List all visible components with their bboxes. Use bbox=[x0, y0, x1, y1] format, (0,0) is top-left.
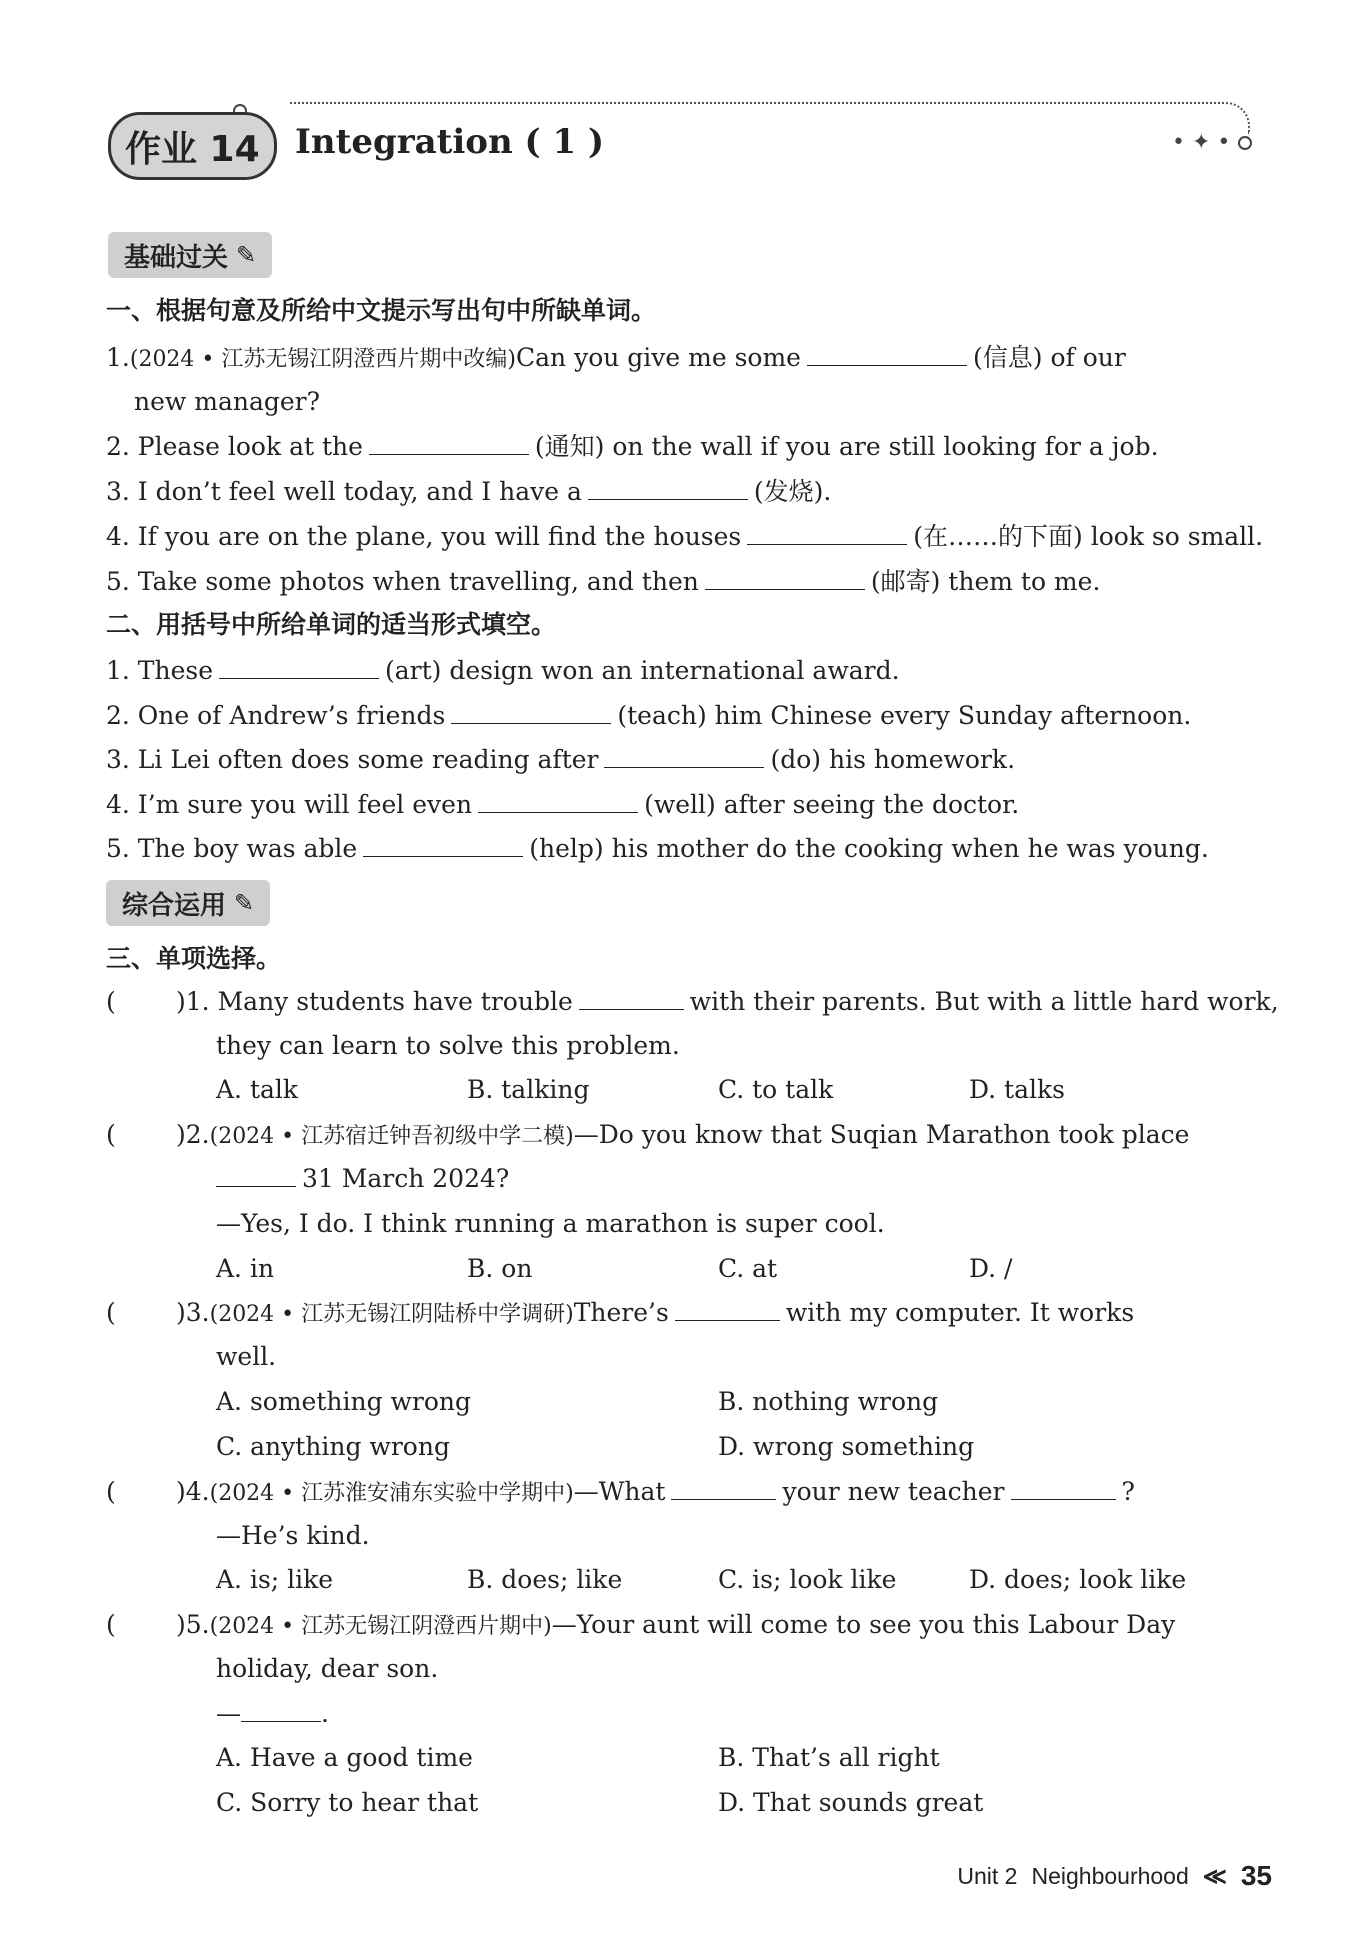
part2-q4: 4. I’m sure you will feel even (well) after seeing the doctor. bbox=[106, 790, 1020, 819]
mc-q2-reply: —Yes, I do. I think running a marathon is super cool. bbox=[216, 1209, 885, 1238]
part2-q2: 2. One of Andrew’s friends (teach) him Chinese every Sunday afternoon. bbox=[106, 701, 1192, 730]
answer-blank[interactable] bbox=[1011, 1475, 1116, 1500]
part1-q1-cont: new manager? bbox=[134, 387, 321, 416]
answer-blank[interactable] bbox=[671, 1475, 776, 1500]
part2-title: 二、用括号中所给单词的适当形式填空。 bbox=[106, 610, 557, 639]
option-d[interactable]: D. wrong something bbox=[718, 1432, 975, 1461]
answer-blank[interactable] bbox=[478, 788, 638, 813]
part1-q5: 5. Take some photos when travelling, and then (邮寄) them to me. bbox=[106, 567, 1101, 596]
option-a[interactable]: A. something wrong bbox=[216, 1387, 472, 1416]
option-d[interactable]: D. / bbox=[969, 1254, 1013, 1283]
answer-paren[interactable]: ( bbox=[106, 1477, 116, 1506]
mc-q2: )2.(2024 • 江苏宿迁钟吾初级中学二模)—Do you know that Suqian Marathon took place bbox=[176, 1120, 1190, 1149]
answer-blank[interactable] bbox=[219, 654, 379, 679]
answer-paren[interactable]: ( bbox=[106, 1298, 116, 1327]
mc-q1-cont: they can learn to solve this problem. bbox=[216, 1031, 680, 1060]
mc-q3-cont: well. bbox=[216, 1342, 277, 1371]
assignment-badge: 作业 14 bbox=[108, 112, 277, 180]
mc-q1: )1. Many students have trouble with their parents. But with a little hard work, bbox=[176, 987, 1279, 1016]
section-tag-label: 综合运用 bbox=[122, 890, 227, 921]
answer-blank[interactable] bbox=[675, 1296, 780, 1321]
answer-blank[interactable] bbox=[241, 1697, 321, 1722]
pencil-icon: ✎ bbox=[234, 889, 255, 917]
part1-q2: 2. Please look at the (通知) on the wall if you are still looking for a job. bbox=[106, 432, 1159, 461]
footer-unit: Unit 2 bbox=[957, 1862, 1018, 1889]
part1-title: 一、根据句意及所给中文提示写出句中所缺单词。 bbox=[106, 296, 657, 325]
double-chevron-left-icon: ≪ bbox=[1202, 1862, 1227, 1889]
mc-q4: )4.(2024 • 江苏淮安浦东实验中学期中)—What your new teacher ? bbox=[176, 1477, 1135, 1506]
mc-q5-cont: holiday, dear son. bbox=[216, 1654, 439, 1683]
option-c[interactable]: C. is; look like bbox=[718, 1565, 897, 1594]
part1-q1: 1.(2024 • 江苏无锡江阴澄西片期中改编)Can you give me some (信息) of our bbox=[106, 343, 1126, 372]
mc-q3: )3.(2024 • 江苏无锡江阴陆桥中学调研)There’s with my computer. It works bbox=[176, 1298, 1135, 1327]
option-d[interactable]: D. talks bbox=[969, 1075, 1065, 1104]
section-tag-basics bbox=[108, 232, 272, 278]
option-c[interactable]: C. Sorry to hear that bbox=[216, 1788, 479, 1817]
mc-q2-cont: 31 March 2024? bbox=[216, 1162, 509, 1196]
ring-icon bbox=[1238, 136, 1252, 150]
footer-unit-name: Neighbourhood bbox=[1031, 1862, 1189, 1889]
section-tag-label: 基础过关 bbox=[124, 242, 229, 273]
answer-blank[interactable] bbox=[363, 832, 523, 857]
part1-q3: 3. I don’t feel well today, and I have a (发烧). bbox=[106, 477, 832, 506]
answer-blank[interactable] bbox=[451, 699, 611, 724]
option-a[interactable]: A. talk bbox=[216, 1075, 299, 1104]
part3-title: 三、单项选择。 bbox=[106, 944, 282, 973]
section-tag-application bbox=[106, 880, 270, 926]
mc-q4-reply: —He’s kind. bbox=[216, 1521, 370, 1550]
option-a[interactable]: A. is; like bbox=[216, 1565, 334, 1594]
sparkle-icon: • ✦ • bbox=[1172, 130, 1231, 155]
answer-blank[interactable] bbox=[588, 475, 748, 500]
option-b[interactable]: B. That’s all right bbox=[718, 1743, 940, 1772]
answer-paren[interactable]: ( bbox=[106, 1610, 116, 1639]
mc-q5-answer-line: — . bbox=[216, 1699, 329, 1728]
answer-blank[interactable] bbox=[747, 520, 907, 545]
option-a[interactable]: A. in bbox=[216, 1254, 275, 1283]
answer-paren[interactable]: ( bbox=[106, 987, 116, 1016]
part2-q1: 1. These (art) design won an international award. bbox=[106, 656, 900, 685]
part2-q3: 3. Li Lei often does some reading after (do) his homework. bbox=[106, 745, 1016, 774]
page-footer bbox=[957, 1860, 1272, 1892]
part2-q5: 5. The boy was able (help) his mother do the cooking when he was young. bbox=[106, 834, 1209, 863]
option-c[interactable]: C. anything wrong bbox=[216, 1432, 450, 1461]
option-c[interactable]: C. to talk bbox=[718, 1075, 834, 1104]
page-number: 35 bbox=[1240, 1860, 1272, 1891]
answer-blank[interactable] bbox=[369, 430, 529, 455]
option-d[interactable]: D. That sounds great bbox=[718, 1788, 984, 1817]
answer-blank[interactable] bbox=[604, 743, 764, 768]
answer-paren[interactable]: ( bbox=[106, 1120, 116, 1149]
part1-q4: 4. If you are on the plane, you will find the houses (在……的下面) look so small. bbox=[106, 522, 1264, 551]
option-d[interactable]: D. does; look like bbox=[969, 1565, 1187, 1594]
option-b[interactable]: B. does; like bbox=[467, 1565, 623, 1594]
answer-blank[interactable] bbox=[807, 341, 967, 366]
option-b[interactable]: B. nothing wrong bbox=[718, 1387, 939, 1416]
option-a[interactable]: A. Have a good time bbox=[216, 1743, 473, 1772]
option-b[interactable]: B. on bbox=[467, 1254, 533, 1283]
pencil-icon: ✎ bbox=[236, 241, 257, 269]
option-b[interactable]: B. talking bbox=[467, 1075, 590, 1104]
option-c[interactable]: C. at bbox=[718, 1254, 778, 1283]
page-title: Integration ( 1 ) bbox=[295, 122, 605, 162]
answer-blank[interactable] bbox=[579, 985, 684, 1010]
mc-q5: )5.(2024 • 江苏无锡江阴澄西片期中)—Your aunt will come to see you this Labour Day bbox=[176, 1610, 1176, 1639]
answer-blank[interactable] bbox=[705, 565, 865, 590]
answer-blank[interactable] bbox=[216, 1162, 296, 1187]
